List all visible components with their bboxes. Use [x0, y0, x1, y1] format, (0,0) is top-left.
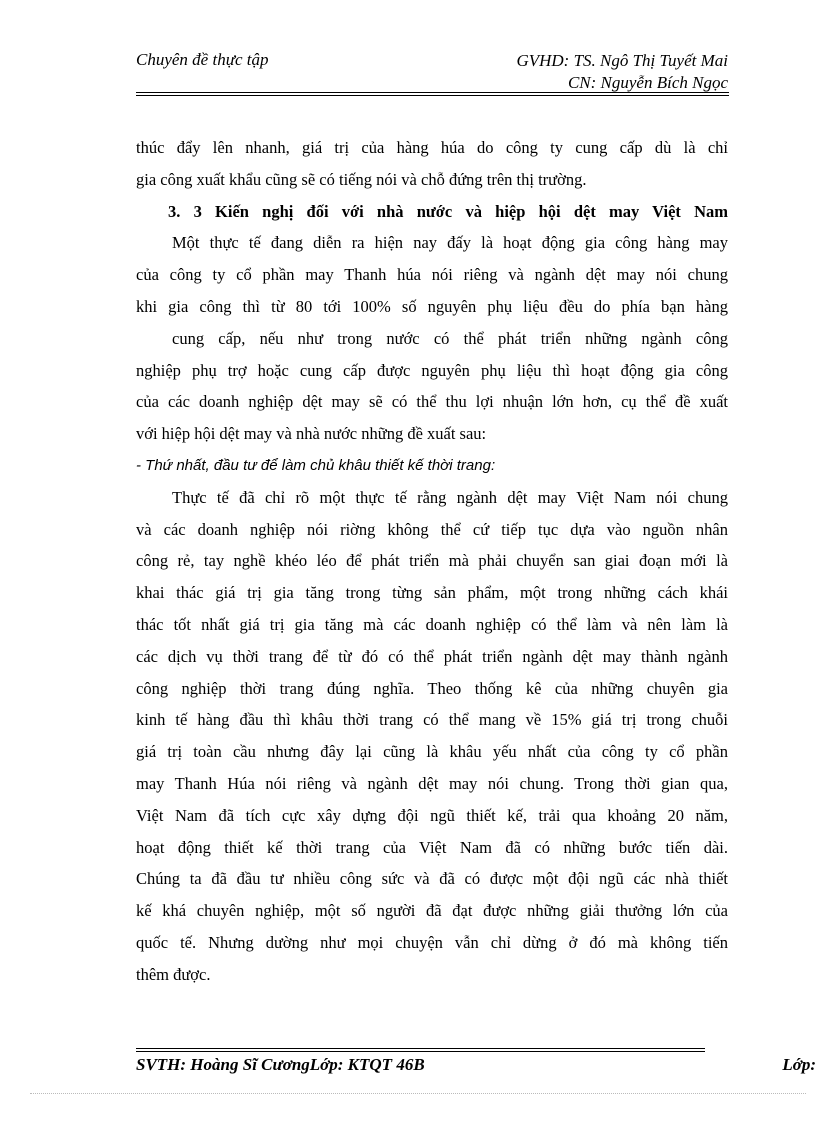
body-line: Thực tế đã chỉ rõ một thực tế rằng ngành dệt may Việt Nam nói chung	[172, 487, 728, 507]
body-line: thúc đẩy lên nhanh, giá trị của hàng húa do công ty cung cấp dù là chỉ	[136, 138, 728, 157]
footer-rule-thin	[136, 1051, 705, 1052]
header-rule	[136, 92, 729, 93]
body-line: công rẻ, tay nghề khéo léo để phát triển mà phải chuyển san giai đoạn mới là	[136, 551, 728, 571]
document-body	[136, 132, 728, 991]
body-line: công nghiệp thời trang đúng nghĩa. Theo thống kê của những chuyên gia	[136, 678, 728, 698]
header-supervisor-cn: CN: Nguyễn Bích Ngọc	[567, 73, 728, 92]
subsection-heading: - Thứ nhất, đầu tư để làm chủ khâu thiết kế thời trang:	[136, 456, 496, 474]
body-line: các dịch vụ thời trang để từ đó có thể phát triển ngành dệt may thành ngành	[136, 646, 728, 666]
body-line: Chúng ta đã đầu tư nhiều công sức và đã có được một đội ngũ các nhà thiết	[136, 869, 728, 889]
body-line: của công ty cổ phần may Thanh húa nói riêng và ngành dệt may nói chung	[136, 265, 728, 285]
body-line: Một thực tế đang diễn ra hiện nay đấy là hoạt động gia công hàng may	[172, 233, 728, 253]
section-heading: 3. 3 Kiến nghị đối với nhà nước và hiệp hội dệt may Việt Nam	[168, 201, 728, 221]
footer-class-label: Lớp:	[782, 1055, 816, 1074]
body-line: quốc tế. Nhưng dường như mọi chuyện vẫn chỉ dừng ở đó mà không tiến	[136, 932, 728, 952]
body-line: kế khá chuyên nghiệp, một số người đã đạt được những giải thưởng lớn của	[136, 901, 728, 921]
body-line: may Thanh Húa nói riêng và ngành dệt may nói chung. Trong thời gian qua,	[136, 773, 728, 793]
footer-rule	[136, 1048, 705, 1049]
footer-student-info: SVTH: Hoàng Sĩ CươngLớp: KTQT 46B	[136, 1055, 425, 1074]
body-line: Việt Nam đã tích cực xây dựng đội ngũ thiết kế, trải qua khoảng 20 năm,	[136, 805, 728, 825]
body-line: kinh tế hàng đầu thì khâu thời trang có thể mang về 15% giá trị trong chuỗi	[136, 710, 728, 730]
body-line: khi gia công thì từ 80 tới 100% số nguyên phụ liệu đều do phía bạn hàng	[136, 296, 728, 316]
body-line: và các doanh nghiệp nói riờng không thể cứ tiếp tục dựa vào nguồn nhân	[136, 519, 728, 539]
header-rule-thin	[136, 95, 729, 96]
body-line: nghiệp phụ trợ hoặc cung cấp được nguyên phụ liệu thì hoạt động gia công	[136, 360, 728, 380]
page-bottom-divider	[30, 1093, 806, 1094]
body-line: cung cấp, nếu như trong nước có thể phát triển những ngành công	[172, 328, 728, 348]
body-line: gia công xuất khẩu cũng sẽ có tiếng nói và chỗ đứng trên thị trường.	[136, 169, 587, 189]
header-supervisor-gvhd: GVHD: TS. Ngô Thị Tuyết Mai	[516, 51, 728, 70]
header-course-title: Chuyên đề thực tập	[136, 50, 269, 69]
body-line: khai thác giá trị gia tăng trong từng sản phẩm, một trong những cách khái	[136, 583, 728, 603]
body-line: hoạt động thiết kế thời trang của Việt Nam đã có những bước tiến dài.	[136, 837, 728, 857]
body-line: với hiệp hội dệt may và nhà nước những đề xuất sau:	[136, 424, 487, 444]
header-supervisors	[516, 50, 728, 94]
body-line: thác tốt nhất giá trị gia tăng mà các doanh nghiệp có thể làm và nên làm là	[136, 614, 728, 634]
body-line: thêm được.	[136, 964, 211, 984]
body-line: giá trị toàn cầu nhưng đây lại cũng là khâu yếu nhất của công ty cổ phần	[136, 742, 728, 762]
body-line: của các doanh nghiệp dệt may sẽ có thể thu lợi nhuận lớn hơn, cụ thể đề xuất	[136, 392, 728, 412]
